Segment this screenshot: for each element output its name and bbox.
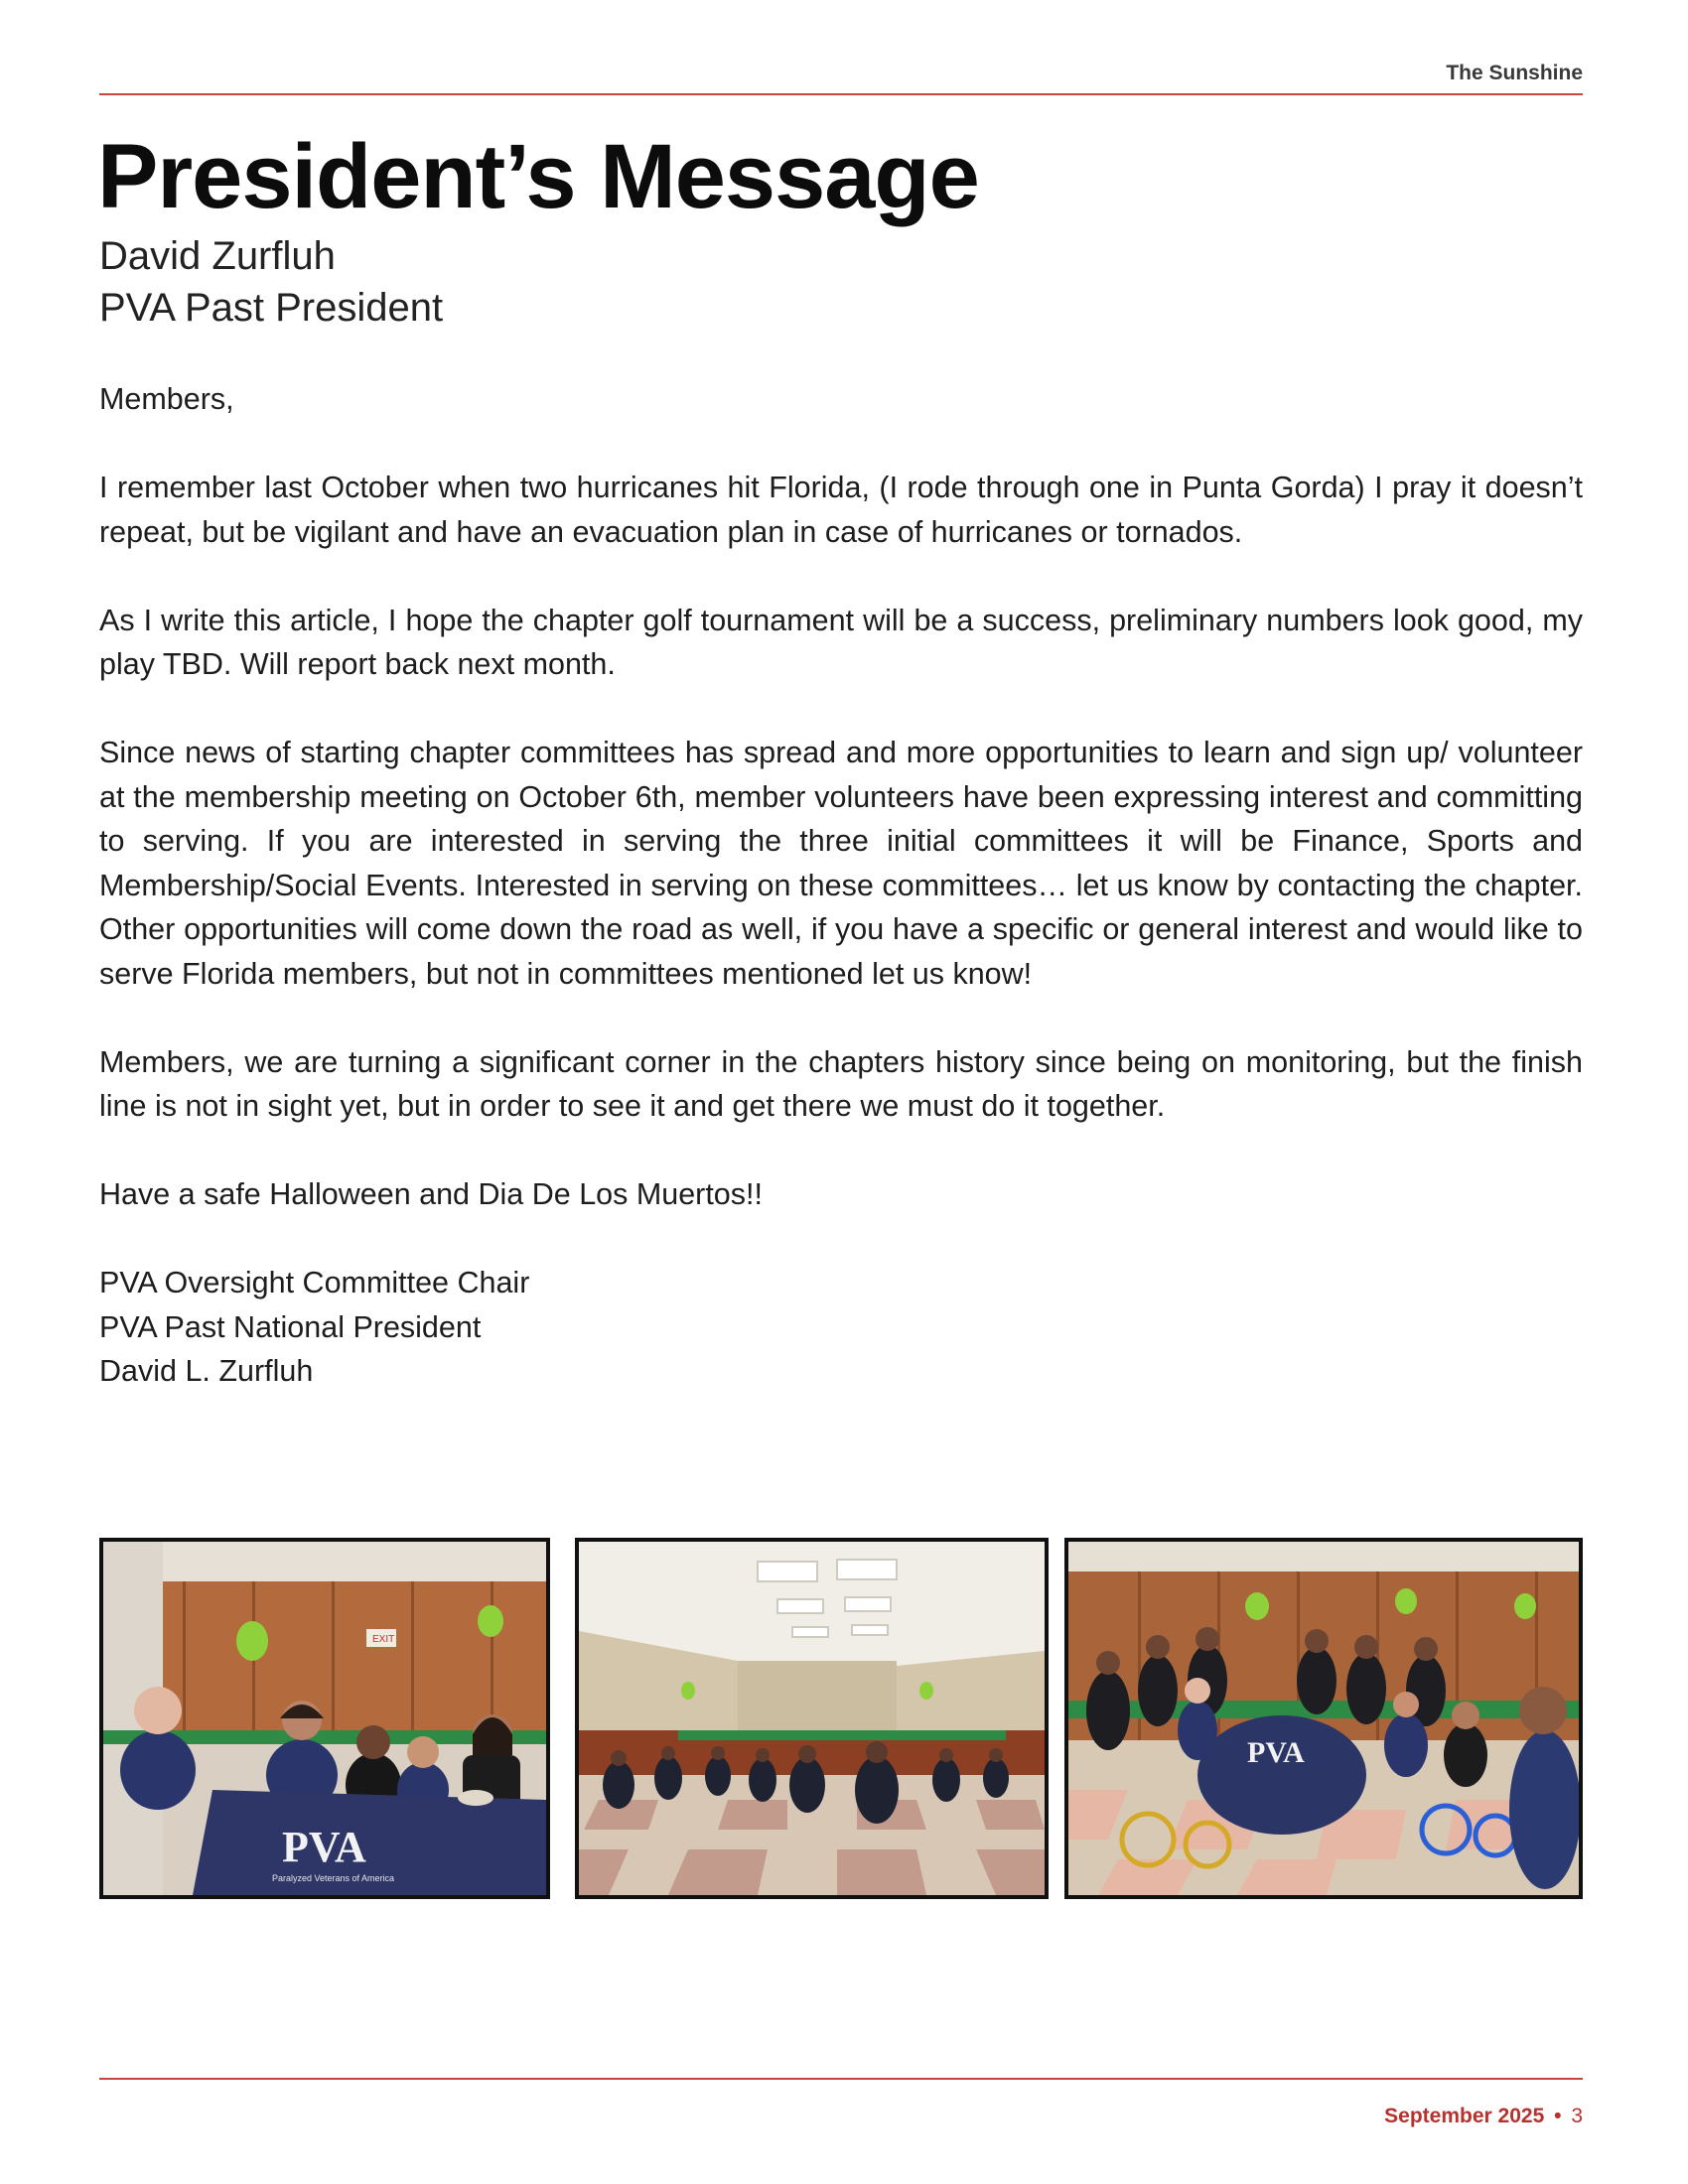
signature-block [99, 1261, 1583, 1394]
photo-1-image [103, 1542, 546, 1895]
paragraph-golf: As I write this article, I hope the chapter golf tournament will be a success, preliminary numbers look good, my play TBD. Will report back next month. [99, 603, 1583, 681]
salutation: Members, [99, 382, 234, 416]
byline [99, 230, 443, 334]
article-body [99, 377, 1583, 1394]
pva-tablecloth-logo: PVA [1247, 1736, 1305, 1769]
signature-line-name: David L. Zurfluh [99, 1354, 314, 1388]
signature-line-role: PVA Oversight Committee Chair [99, 1266, 530, 1299]
pva-banner-logo: PVA [282, 1823, 366, 1871]
photo-group-selfie [1064, 1538, 1583, 1899]
page-footer [1384, 2105, 1583, 2128]
header-rule [99, 93, 1583, 95]
page-title: President’s Message [97, 126, 979, 227]
photo-members-at-pva-table [99, 1538, 550, 1899]
paragraph-monitoring: Members, we are turning a significant corner in the chapters history since being on monitoring, but the finish line is not in sight yet, but in order to see it and get there we must do it together. [99, 1044, 1583, 1123]
photo-3-image [1068, 1542, 1579, 1895]
page-number: 3 [1571, 2105, 1583, 2127]
footer-separator: • [1554, 2105, 1562, 2127]
paragraph-halloween: Have a safe Halloween and Dia De Los Muertos!! [99, 1177, 763, 1211]
signature-line-title: PVA Past National President [99, 1309, 482, 1344]
paragraph-hurricanes: I remember last October when two hurricanes hit Florida, (I rode through one in Punta Gorda) I pray it doesn’t repeat, but be vigilant and have an evacuation plan in case of hurricanes or tornados. [99, 471, 1583, 549]
footer-rule [99, 2078, 1583, 2080]
photo-meeting-hall [575, 1538, 1049, 1899]
photo-2-image [579, 1542, 1045, 1895]
publication-name: The Sunshine [1446, 62, 1583, 84]
issue-date: September 2025 [1384, 2105, 1545, 2127]
pva-banner-subtitle: Paralyzed Veterans of America [272, 1873, 395, 1883]
author-title: PVA Past President [99, 286, 444, 330]
paragraph-committees: Since news of starting chapter committees has spread and more opportunities to learn and sign up/ volunteer at the membership meeting on October 6th, member volunteers have been expressing interest and committing to serving. If you are interested in serving the three initial committees it will be Finance, Sports and Membership/Social Events. Interested in serving on these committees… let us know by contacting the chapter. Other opportunities will come down the road as well, if you have a specific or general interest and would like to serve Florida members, but not in committees mentioned let us know! [99, 736, 1583, 991]
author-name: David Zurfluh [99, 234, 336, 278]
svg-text:EXIT: EXIT [372, 1634, 395, 1645]
